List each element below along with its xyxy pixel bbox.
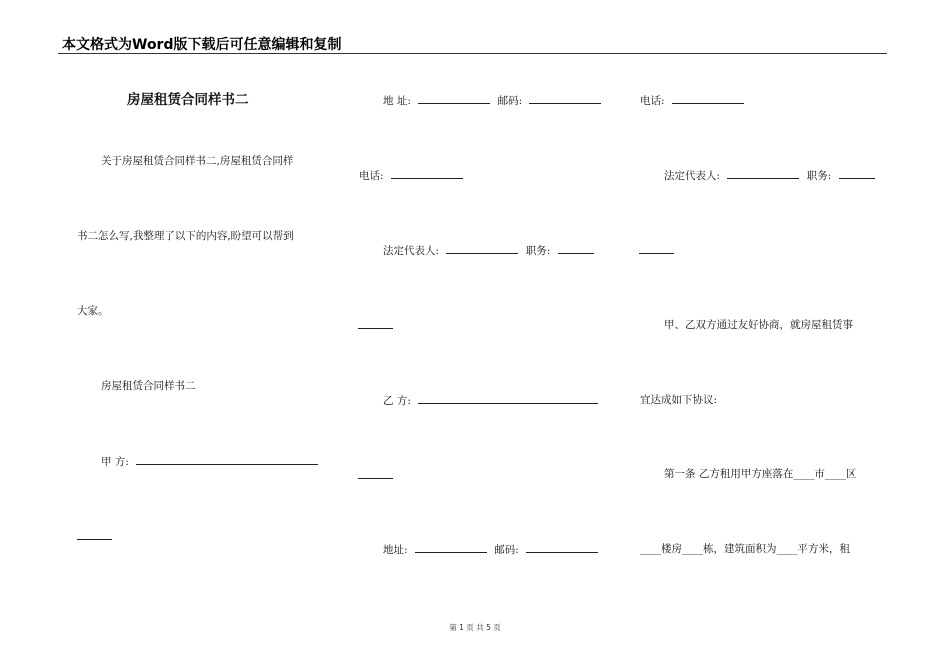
address-blank xyxy=(418,93,490,104)
subtitle: 房屋租赁合同样书二 xyxy=(101,380,196,392)
party-a-line xyxy=(101,454,318,469)
legal-rep-label: 法定代表人: xyxy=(383,245,440,257)
position2-blank xyxy=(839,168,875,179)
party-b-line xyxy=(383,393,598,408)
postcode-blank xyxy=(529,93,601,104)
position2-label: 职务: xyxy=(806,170,832,182)
document-title: 房屋租赁合同样书二 xyxy=(127,92,249,108)
intro-line-1: 关于房屋租赁合同样书二,房屋租赁合同样 xyxy=(101,155,294,167)
party-a-continuation-blank xyxy=(77,539,112,540)
position-blank xyxy=(558,243,594,254)
phone2-label: 电话: xyxy=(640,95,665,107)
position-continuation-blank xyxy=(358,328,393,329)
address2-label: 地址: xyxy=(383,544,408,556)
article-1-line-1: 第一条 乙方租用甲方座落在____市____区 xyxy=(664,468,857,480)
party-a-address-line xyxy=(383,93,601,108)
position-label: 职务: xyxy=(525,245,551,257)
party-b-address-line xyxy=(383,542,598,557)
party-a-phone-line xyxy=(359,168,463,183)
party-b-blank xyxy=(418,393,598,404)
party-b-phone-line xyxy=(640,93,744,108)
header-divider xyxy=(58,53,887,54)
party-a-blank xyxy=(136,454,318,465)
paragraph-1-line-2: 宜达成如下协议: xyxy=(640,394,718,406)
party-b-continuation-blank xyxy=(358,478,393,479)
party-b-label: 乙 方: xyxy=(383,395,411,407)
party-a-label: 甲 方: xyxy=(101,456,129,468)
postcode2-label: 邮码: xyxy=(494,544,519,556)
intro-line-3: 大家。 xyxy=(77,305,109,317)
legal-rep2-blank xyxy=(727,168,799,179)
postcode-label: 邮码: xyxy=(497,95,523,107)
phone2-blank xyxy=(672,93,744,104)
paragraph-1-line-1: 甲、乙双方通过友好协商，就房屋租赁事 xyxy=(664,319,853,331)
phone-label: 电话: xyxy=(359,170,384,182)
article-1-line-2: ____楼房____栋，建筑面积为____平方米，租 xyxy=(640,543,850,555)
party-b-legal-rep-line xyxy=(664,168,875,183)
legal-rep-blank xyxy=(446,243,518,254)
phone-blank xyxy=(391,168,463,179)
party-a-legal-rep-line xyxy=(383,243,594,258)
address2-blank xyxy=(415,542,487,553)
page-number: 第 1 页 共 5 页 xyxy=(449,623,501,632)
intro-line-2: 书二怎么写,我整理了以下的内容,盼望可以帮到 xyxy=(77,230,294,242)
position2-continuation-blank xyxy=(639,253,674,254)
postcode2-blank xyxy=(526,542,598,553)
legal-rep2-label: 法定代表人: xyxy=(664,170,721,182)
address-label: 地 址: xyxy=(383,95,411,107)
document-header-title: 本文格式为Word版下载后可任意编辑和复制 xyxy=(62,37,342,53)
